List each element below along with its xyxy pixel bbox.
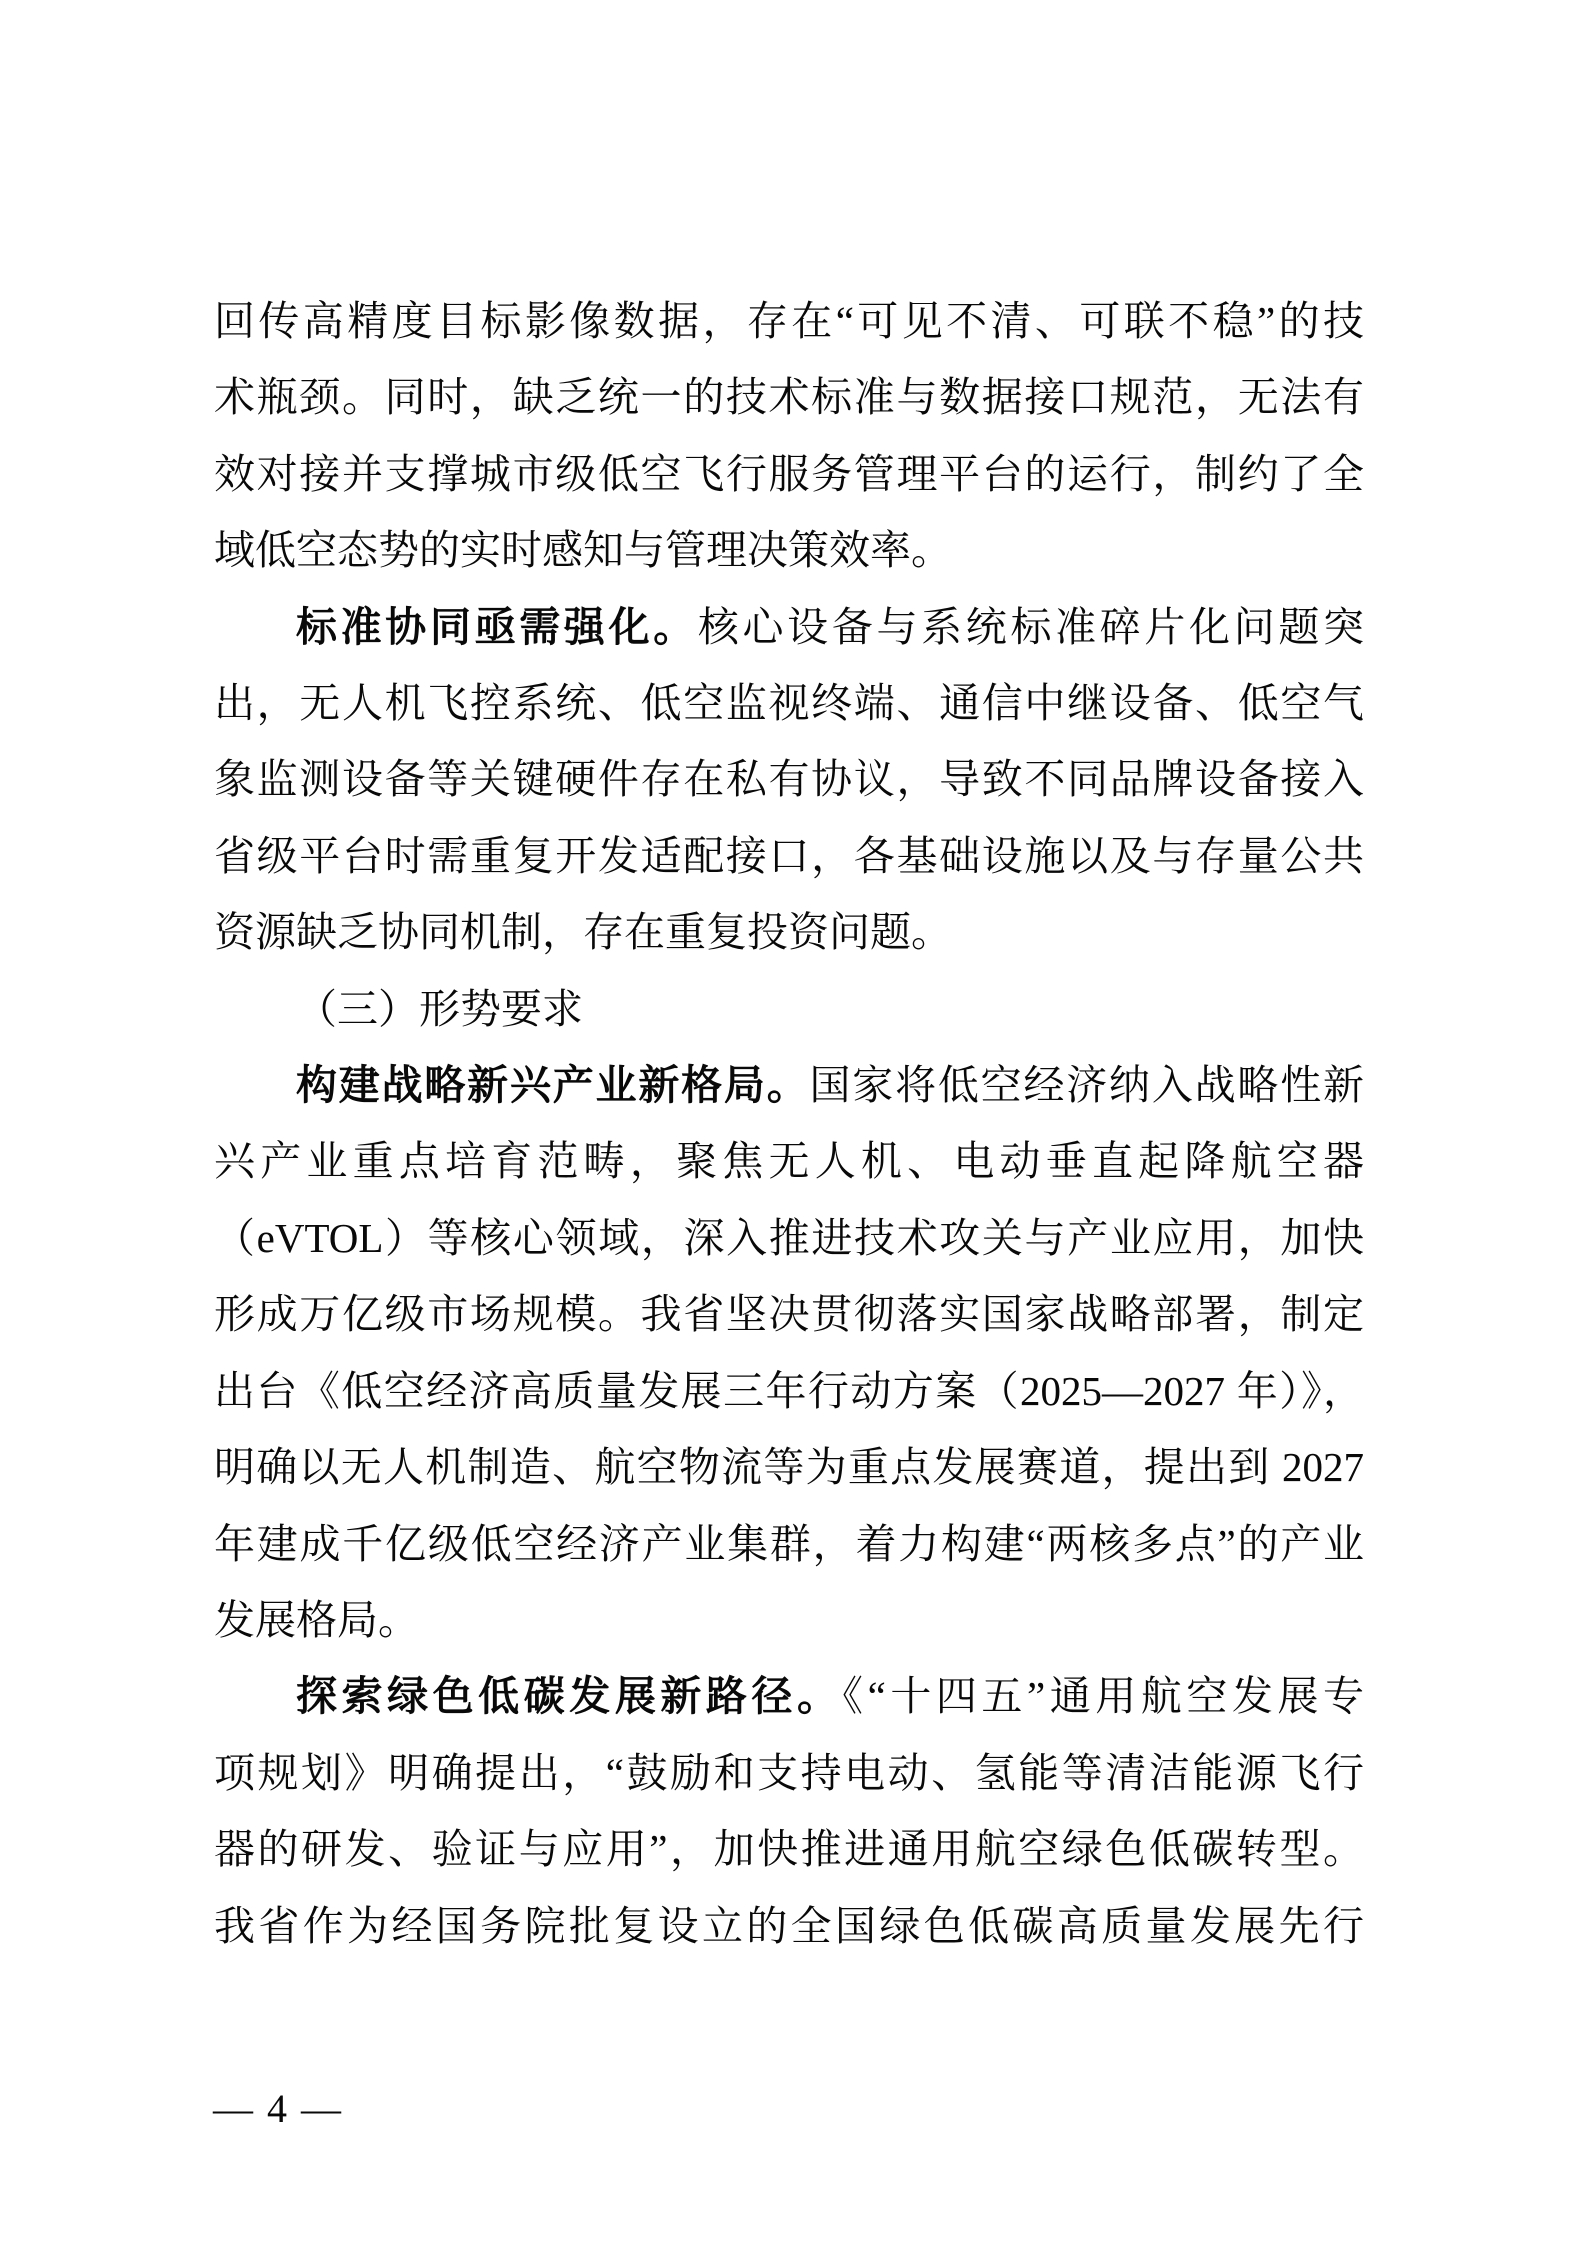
text-line (214, 1429, 1364, 1505)
page-number: — 4 — (213, 2086, 343, 2131)
text-line (214, 359, 1364, 435)
text-line (214, 1582, 1364, 1658)
text-segment: 出，无人机飞控系统、低空监视终端、通信中继设备、低空气 (214, 680, 1364, 727)
text-segment: （eVTOL）等核心领域，深入推进技术攻关与产业应用，加快 (214, 1214, 1364, 1261)
text-line (214, 1658, 1364, 1734)
text-segment: 回传高精度目标影像数据，存在“可见不清、可联不稳”的技 (214, 298, 1364, 344)
text-segment: 省级平台时需重复开发适配接口，各基础设施以及与存量公共 (214, 832, 1364, 879)
text-line (214, 1811, 1364, 1887)
text-segment: 项规划》明确提出，“鼓励和支持电动、氢能等清洁能源飞行 (214, 1749, 1364, 1796)
text-segment: 明确以无人机制造、航空物流等为重点发展赛道，提出到 2027 (214, 1444, 1364, 1491)
text-line (214, 1200, 1364, 1276)
text-segment: 核心设备与系统标准碎片化问题突 (697, 603, 1365, 650)
text-line (214, 1353, 1364, 1429)
text-segment: 发展格局。 (214, 1596, 419, 1643)
text-line (214, 894, 1364, 970)
text-segment: 器的研发、验证与应用”，加快推进通用航空绿色低碳转型。 (214, 1826, 1364, 1873)
text-line (214, 1506, 1364, 1582)
text-segment: 国家将低空经济纳入战略性新 (809, 1062, 1364, 1109)
text-line (214, 283, 1364, 359)
text-line (214, 818, 1364, 894)
text-line (214, 1276, 1364, 1352)
text-segment: 年建成千亿级低空经济产业集群，着力构建“两核多点”的产业 (214, 1520, 1364, 1567)
text-line (214, 665, 1364, 741)
text-segment: 形成万亿级市场规模。我省坚决贯彻落实国家战略部署，制定 (214, 1291, 1364, 1338)
run-in-heading: 构建战略新兴产业新格局。 (296, 1062, 810, 1109)
run-in-heading: 探索绿色低碳发展新路径。 (296, 1673, 843, 1720)
text-line (214, 436, 1364, 512)
run-in-heading: 标准协同亟需强化。 (296, 603, 698, 650)
text-line (214, 1888, 1364, 1964)
text-segment: 资源缺乏协同机制，存在重复投资问题。 (214, 909, 952, 956)
text-segment: 出台《低空经济高质量发展三年行动方案（2025—2027 年）》， (214, 1367, 1364, 1414)
text-segment: 效对接并支撑城市级低空飞行服务管理平台的运行，制约了全 (214, 450, 1364, 497)
text-line (214, 971, 1364, 1047)
document-body (214, 283, 1364, 1964)
text-segment: 我省作为经国务院批复设立的全国绿色低碳高质量发展先行 (214, 1902, 1364, 1949)
text-line (214, 741, 1364, 817)
text-segment: 域低空态势的实时感知与管理决策效率。 (214, 527, 952, 574)
text-line (214, 512, 1364, 588)
text-segment: 象监测设备等关键硬件存在私有协议，导致不同品牌设备接入 (214, 756, 1364, 803)
text-line (214, 1047, 1364, 1123)
text-line (214, 1123, 1364, 1199)
text-line (214, 589, 1364, 665)
text-segment: 术瓶颈。同时，缺乏统一的技术标准与数据接口规范，无法有 (214, 374, 1364, 421)
text-line (214, 1735, 1364, 1811)
text-segment: 兴产业重点培育范畴，聚焦无人机、电动垂直起降航空器 (214, 1138, 1364, 1185)
section-heading: （三）形势要求 (296, 985, 583, 1032)
text-segment: 《“十四五”通用航空发展专 (842, 1673, 1364, 1720)
